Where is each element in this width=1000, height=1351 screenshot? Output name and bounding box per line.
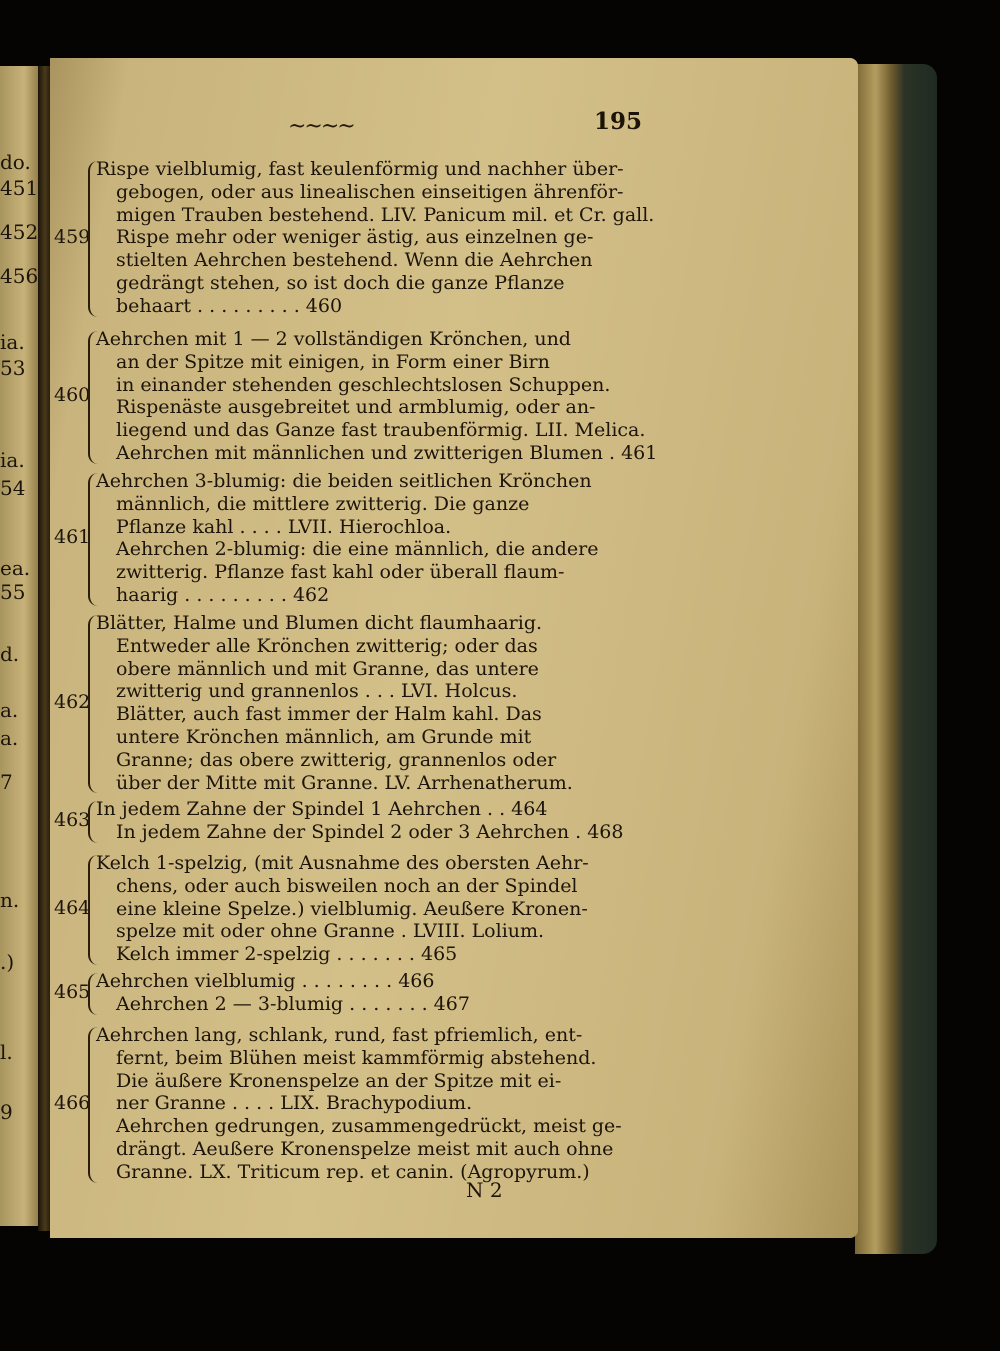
facing-page-fragment: 7 [0, 770, 13, 794]
entry-line: stielten Aehrchen bestehend. Wenn die Aehrchen [116, 249, 593, 272]
facing-page-fragment: a. [0, 698, 19, 722]
facing-page-fragment: n. [0, 888, 20, 912]
entry-line: gedrängt stehen, so ist doch die ganze Pflanze [116, 272, 565, 294]
entry-line: über der Mitte mit Granne. LV. Arrhenatherum. [116, 771, 573, 794]
entry-line: an der Spitze mit einigen, in Form einer Birn [116, 350, 550, 373]
entry-line: eine kleine Spelze.) vielblumig. Aeußere Kronen- [116, 897, 588, 920]
signature-mark: N 2 [466, 1178, 503, 1202]
brace [88, 615, 98, 793]
entry-line: zwitterig. Pflanze fast kahl oder überall flaum- [116, 561, 565, 584]
facing-page-fragment: .) [0, 950, 15, 974]
entry-number: 461 [54, 526, 91, 549]
facing-page-fragment: 54 [0, 476, 26, 500]
entry-line: Die äußere Kronenspelze an der Spitze mit ei- [116, 1069, 562, 1092]
entry-line: fernt, beim Blühen meist kammförmig abstehend. [116, 1046, 597, 1069]
entry-number: 465 [54, 980, 91, 1003]
entry-line: zwitterig und grannenlos . . . LVI. Holcus. [116, 680, 518, 703]
entry-line: Aehrchen 3-blumig: die beiden seitlichen Krönchen [96, 470, 592, 492]
entry-line: obere männlich und mit Granne, das untere [116, 657, 539, 680]
entry-line: Blätter, Halme und Blumen dicht flaumhaarig. [96, 612, 543, 634]
entry-line: spelze mit oder ohne Granne . LVIII. Lolium. [116, 920, 545, 943]
entry-line: Rispenäste ausgebreitet und armblumig, oder an- [116, 396, 596, 419]
facing-page-fragment: 456 [0, 264, 39, 288]
entry-number: 466 [54, 1091, 91, 1114]
entry-line: Aehrchen mit 1 — 2 vollständigen Krönchen, und [96, 328, 571, 350]
entry-number: 463 [54, 808, 91, 831]
facing-page-fragment: 451 [0, 176, 39, 200]
facing-page-fragment: a. [0, 726, 19, 750]
entry-line: ner Granne . . . . LIX. Brachypodium. [116, 1092, 473, 1115]
brace [88, 331, 98, 464]
entry-line: Entweder alle Krönchen zwitterig; oder das [116, 634, 538, 657]
facing-page-edge [0, 66, 40, 1226]
facing-page-fragment: 452 [0, 220, 39, 244]
entry-number: 460 [54, 384, 91, 407]
entry-line: Blätter, auch fast immer der Halm kahl. Das [116, 703, 542, 726]
entry-number: 459 [54, 225, 91, 248]
entry-line: Kelch immer 2-spelzig . . . . . . . 465 [116, 943, 458, 966]
entry-line: Aehrchen vielblumig . . . . . . . . 466 [96, 970, 435, 992]
entry-line: Aehrchen 2 — 3-blumig . . . . . . . 467 [116, 992, 470, 1015]
brace [88, 1027, 98, 1183]
facing-page-fragment: ea. [0, 556, 31, 580]
entry-line: in einander stehenden geschlechtslosen Schuppen. [116, 373, 611, 396]
entry-line: behaart . . . . . . . . . 460 [116, 294, 343, 317]
entry-line: Granne; das obere zwitterig, grannenlos oder [116, 748, 557, 771]
facing-page-fragment: ia. [0, 448, 25, 472]
entry-line: Aehrchen gedrungen, zusammengedrückt, meist ge- [116, 1115, 622, 1138]
facing-page-fragment: d. [0, 642, 20, 666]
entry-line: migen Trauben bestehend. LIV. Panicum mil. et Cr. gall. [116, 203, 655, 226]
entry-line: Aehrchen lang, schlank, rund, fast pfriemlich, ent- [96, 1024, 583, 1046]
entry-line: Rispe vielblumig, fast keulenförmig und nachher über- [96, 158, 624, 180]
book-page-edges [855, 64, 937, 1254]
brace [88, 473, 98, 606]
facing-page-fragment: 55 [0, 580, 26, 604]
entry-number: 464 [54, 897, 91, 919]
facing-page-fragment: 53 [0, 356, 26, 380]
entry-line: gebogen, oder aus linealischen einseitigen ährenför- [116, 180, 624, 203]
header-ornament: ~~~~ [288, 114, 354, 139]
entry-line: Aehrchen 2-blumig: die eine männlich, die andere [116, 538, 599, 561]
entry-line: Pflanze kahl . . . . LVII. Hierochloa. [116, 515, 452, 538]
facing-page-fragment: do. [0, 150, 31, 174]
facing-page-fragment: l. [0, 1040, 13, 1064]
entry-number: 462 [54, 691, 91, 714]
facing-page-fragment: 9 [0, 1100, 13, 1124]
brace [88, 161, 98, 317]
entry-line: Kelch 1-spelzig, (mit Ausnahme des obersten Aehr- [96, 852, 589, 874]
page-number: 195 [594, 108, 643, 135]
entry-line: liegend und das Ganze fast traubenförmig. LII. Melica. [116, 419, 646, 442]
entry-line: Aehrchen mit männlichen und zwitterigen Blumen . 461 [116, 442, 658, 464]
entry-line: In jedem Zahne der Spindel 2 oder 3 Aehrchen . 468 [116, 820, 624, 843]
entry-line: männlich, die mittlere zwitterig. Die ganze [116, 492, 530, 515]
entry-line: drängt. Aeußere Kronenspelze meist mit auch ohne [116, 1138, 614, 1160]
facing-page-fragment: ia. [0, 330, 25, 354]
entry-line: haarig . . . . . . . . . 462 [116, 584, 330, 606]
entry-line: In jedem Zahne der Spindel 1 Aehrchen . . 464 [96, 798, 548, 820]
entry-line: Granne. LX. Triticum rep. et canin. (Agropyrum.) [116, 1160, 590, 1183]
entry-line: chens, oder auch bisweilen noch an der Spindel [116, 874, 578, 897]
entry-line: Rispe mehr oder weniger ästig, aus einzelnen ge- [116, 226, 594, 249]
entry-line: untere Krönchen männlich, am Grunde mit [116, 726, 532, 748]
